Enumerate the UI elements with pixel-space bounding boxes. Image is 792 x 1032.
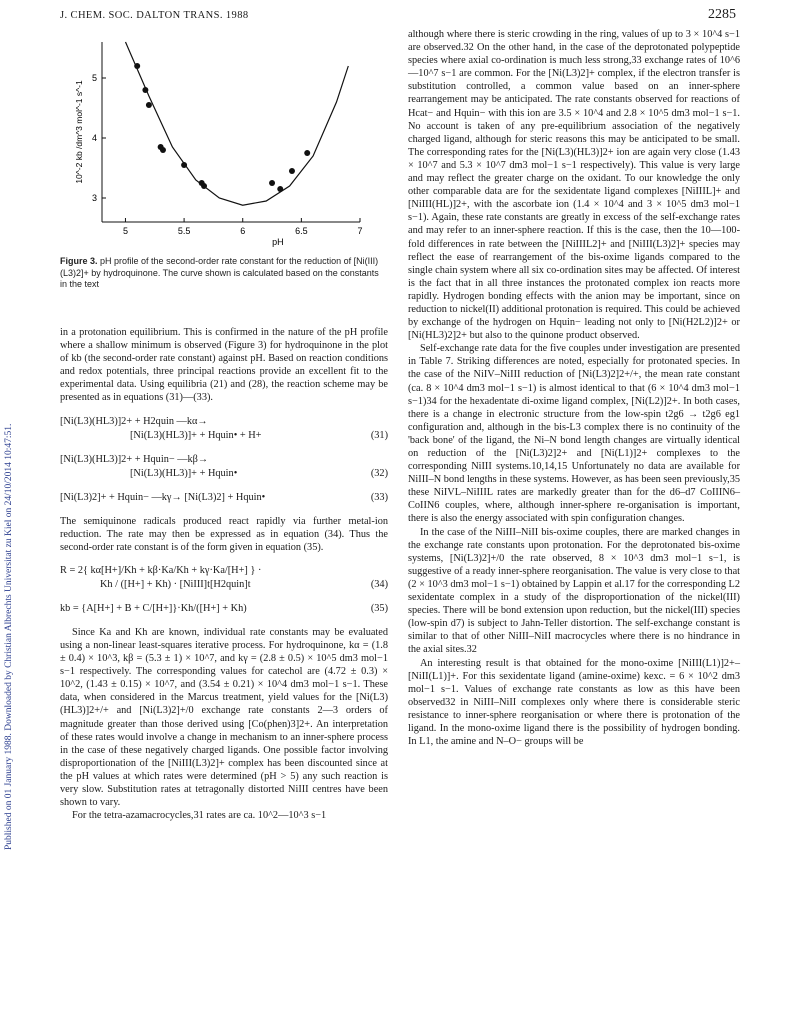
data-point <box>277 186 283 192</box>
data-point <box>304 150 310 156</box>
left-column <box>60 326 388 822</box>
equation-34 <box>60 564 388 592</box>
eq34-line1: R = 2{ kα[H+]/Kh + kβ·Ka/Kh + kγ·Ka/[H+] } · <box>60 564 262 576</box>
eq32-line1: [Ni(L3)(HL3)]2+ + Hquin− —kβ→ <box>60 453 209 465</box>
caption-label: Figure 3. <box>60 256 98 266</box>
eq33-number: (33) <box>370 491 388 503</box>
fitted-curve <box>126 42 349 205</box>
x-tick-label: 5.5 <box>177 226 191 236</box>
data-point <box>201 183 207 189</box>
eq31-line1: [Ni(L3)(HL3)]2+ + H2quin —kα→ <box>60 415 208 427</box>
y-tick-label: 3 <box>91 193 97 203</box>
y-tick-label: 4 <box>91 133 97 143</box>
right-column <box>408 28 740 748</box>
fitted-curve-line <box>126 42 349 205</box>
left-paragraph-3: Since Ka and Kh are known, individual rate constants may be evaluated using a non-linear least-squares iterative process. For hydroquinone, kα = (1.8 ± 0.4) × 10^3, kβ = (5.3 ± 1) × 10^7, and kγ = (2.8 ± 0.5) × 10^5 dm3 mol−1 s−1 respectively. The corresponding values for catechol are (4.72 ± 0.3) × 10^2, (1.43 ± 0.15) × 10^7, and (3.54 ± 0.21) × 10^4 dm3 mol−1 s−1. These data, when considered in the Marcus treatment, yield values for the [Ni(L3)(HL3)]2+/+ and [Ni(L3)2]+/0 exchange rate constants 2—3 orders of magnitude greater than those derived using [Co(phen)3]2+. An interpretation of these rates would involve a change in mechanism to an inner-sphere process in the case of these negatively charged ligands. One possible factor involving disproportionation of the [NiIII(L3)2]+ complex has been discounted since at the pH values at which rates were determined (pH > 5) any such reaction is very slow. Substitution rates at tetragonally distorted NiIII centres have been shown to vary. <box>60 626 388 809</box>
eq34-line2: Kh / ([H+] + Kh) · [NiIII]t[H2quin]t <box>100 578 251 590</box>
eq32-line2: [Ni(L3)(HL3)]+ + Hquin• <box>130 467 238 479</box>
data-point <box>134 63 140 69</box>
equation-31 <box>60 415 388 443</box>
eq32-number: (32) <box>370 467 388 479</box>
x-tick-label: 6.5 <box>295 226 308 236</box>
equation-35 <box>60 602 388 616</box>
eq31-line2: [Ni(L3)(HL3)]+ + Hquin• + H+ <box>130 429 262 441</box>
data-point <box>146 102 152 108</box>
y-tick-label: 5 <box>91 73 97 83</box>
left-paragraph-1: in a protonation equilibrium. This is confirmed in the nature of the pH profile where a shallow minimum is observed (Figure 3) for hydroquinone in the plot of kb (the second-order rate constant) against pH. Based on reaction conditions and redox potentials, three principal reactions provide an excellent fit to the experimental data. Using equilibria (21) and (28), the reaction scheme may be presented as in equations (31)—(33). <box>60 327 388 404</box>
eq34-number: (34) <box>370 578 388 590</box>
data-point <box>160 147 166 153</box>
left-paragraph-2: The semiquinone radicals produced react rapidly via further metal-ion reduction. The rate may then be expressed as in equation (34). Thus the second-order rate constant is of the form given in equation (35). <box>60 515 388 553</box>
x-tick-label: 6 <box>240 226 246 236</box>
ph-profile-chart <box>60 30 380 280</box>
y-axis-label: 10^-2 kb /dm^3 mol^-1 s^-1 <box>74 80 84 184</box>
right-paragraph-3: In the case of the NiIII–NiII bis-oxime couples, there are marked changes in the exchange rate constants upon protonation. For the deprotonated bis-oxime systems, [Ni(L3)2]+/0 the rate observed, 8 × 10^3 dm3 mol−1 s−1, is suggestive of a ready inner-sphere reorganisation. The value is very close to that (2 × 10^3 dm3 mol−1 s−1) obtained by Lappin et al.17 for the corresponding L2 sexidentate complex in a study of the disproportionation of the nickel(III) species. There will be bond extension upon reduction, but the nickel(III) species (low-spin d7) is subject to Jahn-Teller distortion. The self-exchange constant is similar to that of other NiIII–NiII macrocycles where there is no hindrance in the axial sites.32 <box>408 526 740 656</box>
equation-33 <box>60 491 388 505</box>
eq31-number: (31) <box>370 429 388 441</box>
data-points <box>134 63 310 192</box>
right-paragraph-1: although where there is steric crowding in the ring, values of up to 3 × 10^4 s−1 are observed.32 On the other hand, in the case of the deprotonated polypeptide species where axial co-ordination is much less strong,33 exchange rates of 10^6—10^7 s−1 are common. For the [Ni(L3)2]+ complex, if the electron transfer is substitution controlled, a common value based on an inner-sphere rearrangement may be anticipated. The rate constants observed for reactions of Hcat− and Hquin− with this ion are 3.5 × 10^4 and 2.8 × 10^5 dm3 mol−1 s−1. No account is taken of any pre-equilibrium association of the negatively charged ligand, although for steric reasons this may be anticipated to be small. The corresponding rates for the [Ni(L3)(HL3)]2+ ion are again very close (1.43 × 10^7 and 5.3 × 10^7 dm3 mol−1 s−1 respectively). This value is very large and may reflect the greater charge on the oxidant. To our knowledge the only other comparable data are for the sexidentate ligand complexes [NiIIIL]+ and [NiIII(HL)]2+, with the ascorbate ion (1.4 × 10^4 and 3 × 10^5 dm3 mol−1 s−1). Again, these rate constants are greatly in excess of the self-exchange rates and may refer to an inner-sphere reaction. If this is the case, then the 10—100-fold differences in rate between the [NiIIIL2]+ and [NiIII(L3)2]+ species may reflect the ease of rearrangement of the bis-oxime ligands compared to the single chain system where all six co-ordination sites may be affected. Of interest is the fact that in all three instances the protonated complex ion reacts more rapidly. Hydrogen bonding effects with the anion may be important, since on reduction to nickel(II) additional protonation is required. This could be achieved by exchange of the hydrogen on Hquin− leading not only to [Ni(H2L2)]2+ or [Ni(HL3)2]2+ but also to the quinone product observed. <box>408 29 740 342</box>
eq35-number: (35) <box>370 602 388 614</box>
caption-text: pH profile of the second-order rate constant for the reduction of [Ni(III)(L3)2]+ by hydroquinone. The curve shown is calculated based on the constants in the text <box>60 256 379 289</box>
eq35-line: kb = {A[H+] + B + C/[H+]}·Kh/([H+] + Kh) <box>60 602 247 614</box>
download-notice: Published on 01 January 1988. Downloaded by Christian Albrechts Universitat zu Kiel on 24/10/2014 10:47:51. <box>4 423 14 850</box>
data-point <box>181 162 187 168</box>
data-point <box>142 87 148 93</box>
axis-labels <box>74 73 363 247</box>
equation-32 <box>60 453 388 481</box>
running-head: J. CHEM. SOC. DALTON TRANS. 1988 <box>60 10 249 21</box>
data-point <box>269 180 275 186</box>
data-point <box>289 168 295 174</box>
right-paragraph-4: An interesting result is that obtained for the mono-oxime [NiIII(L1)]2+–[NiII(L1)]+. For this sexidentate ligand (amine-oxime) kexc. = 6 × 10^2 dm3 mol−1 s−1. Values of exchange rate constants as low as this have been observed32 in NiIII–NiII complexes only where there is considerable steric resistance to inner-sphere reorganisation or where there is protonation of the ligand. In the mono-oxime ligand there is the possibility of hydrogen bonding. In L1, the amine and N–O− groups will be <box>408 657 740 748</box>
x-tick-label: 5 <box>122 226 128 236</box>
page-number: 2285 <box>708 7 736 22</box>
chart-axes <box>102 42 360 222</box>
x-tick-label: 7 <box>357 226 363 236</box>
eq33-line: [Ni(L3)2]+ + Hquin− —kγ→ [Ni(L3)2] + Hquin• <box>60 491 266 503</box>
left-paragraph-4: For the tetra-azamacrocycles,31 rates are ca. 10^2—10^3 s−1 <box>72 810 327 822</box>
right-paragraph-2: Self-exchange rate data for the five couples under investigation are presented in Table 7. Striking differences are noted, especially for protonated species. In the case of the NiIV–NiIII reduction of [Ni(L3)2]2+/+, the mean rate constant (ca. 8 × 10^4 dm3 mol−1 s−1) is almost identical to that (6 × 10^4 dm3 mol−1 s−1)34 for the hexadentate di-oxime ligand complex, [Ni(L2)]2+. In both cases, there is a change in electronic structure from the low-spin t2g6 → t2g6 eg1 configuration and, although in the bis-L3 complex there is no continuity of the 'back bone' of the ligand, the Ni–N bond length changes are virtually identical on reduction of the [Ni(L3)2]2+ and [Ni(L1)]2+ complexes to the corresponding NiIII systems.10,14,15 Unfortunately no data are available for NiIII–N bond lengths in these systems. However, as has been seen previously,35 these NiIVL–NiIIIL rates are markedly greater than for the d6–d7 CoIIIN6–CoIIN6 couples, where, although inner-sphere re-organisation is important, there is also the energy associated with spin configuration changes. <box>408 343 740 525</box>
x-axis-label: pH <box>272 237 284 247</box>
figure-caption <box>60 256 388 291</box>
